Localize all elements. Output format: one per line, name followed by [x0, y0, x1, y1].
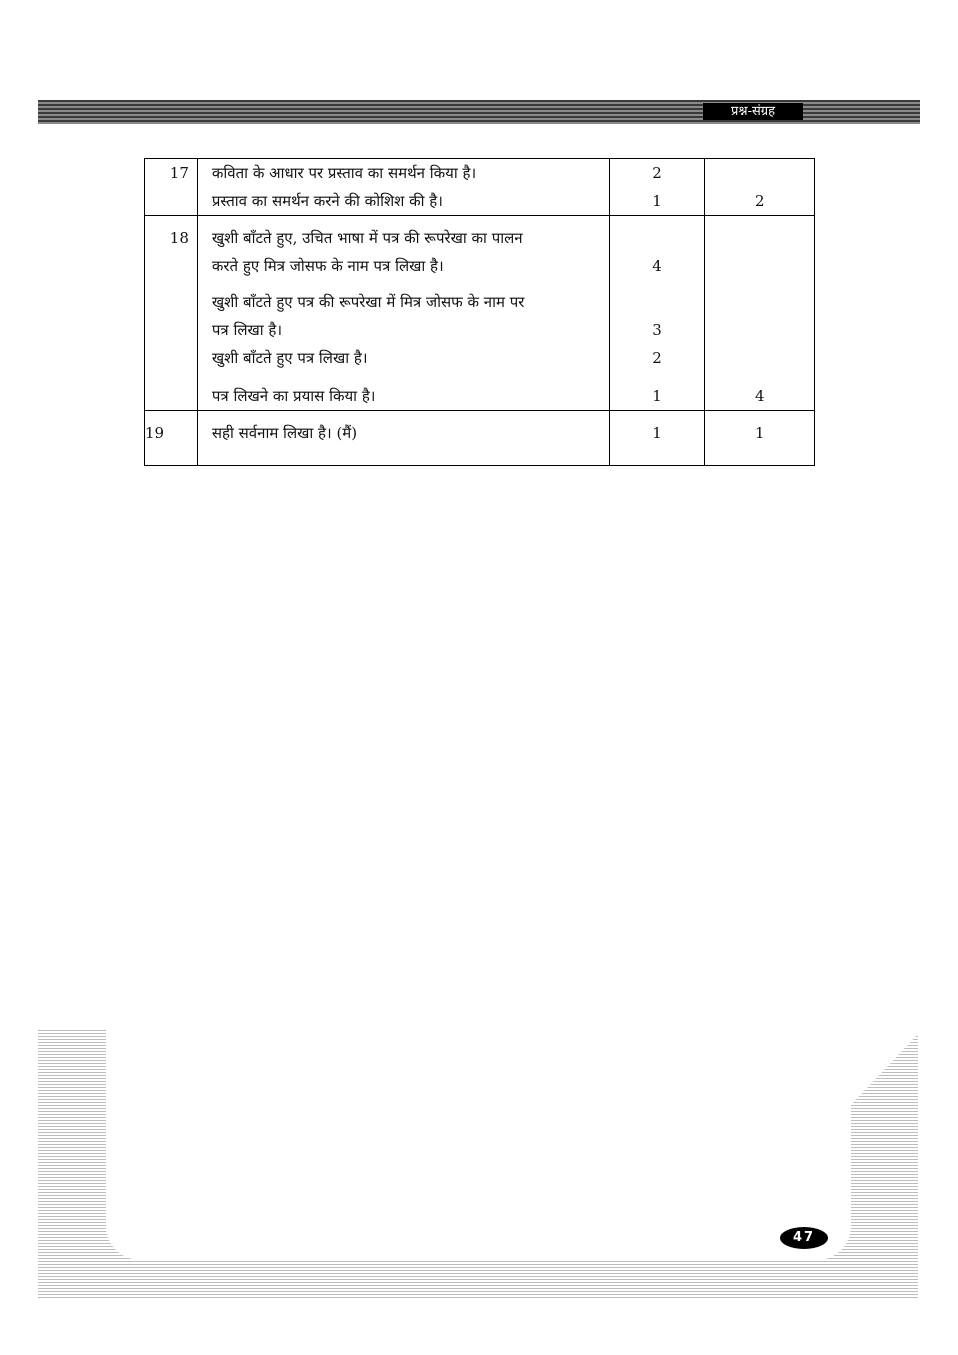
header-title: प्रश्न-संग्रह	[703, 103, 803, 120]
criteria-line: कविता के आधार पर प्रस्ताव का समर्थन किया है।	[211, 164, 477, 182]
criteria-line: सही सर्वनाम लिखा है। (मैं)	[211, 424, 358, 442]
marking-scheme-table	[144, 158, 815, 466]
table-row	[145, 216, 815, 411]
criteria-line: खुशी बाँटते हुए, उचित भाषा में पत्र की रूपरेखा का पालन	[211, 229, 523, 247]
total-cell	[705, 411, 815, 466]
table-row	[145, 411, 815, 466]
total-cell	[705, 216, 815, 411]
mark-value: 4	[652, 257, 662, 275]
question-number: 17	[145, 159, 198, 216]
total-value: 2	[754, 192, 765, 210]
total-cell	[705, 159, 815, 216]
criteria-line: करते हुए मित्र जोसफ के नाम पत्र लिखा है।	[211, 257, 444, 275]
mark-value: 1	[652, 424, 662, 442]
page-number: 47	[780, 1227, 828, 1249]
criteria-line: प्रस्ताव का समर्थन करने की कोशिश की है।	[211, 192, 443, 210]
total-value: 1	[754, 424, 765, 442]
criteria-line: खुशी बाँटते हुए पत्र की रूपरेखा में मित्र जोसफ के नाम पर	[211, 293, 525, 311]
criteria-cell	[197, 411, 609, 466]
question-number: 19	[145, 411, 198, 466]
mark-value: 1	[652, 192, 662, 210]
table-row	[145, 159, 815, 216]
criteria-line: पत्र लिखा है।	[211, 321, 283, 339]
criteria-cell	[197, 216, 609, 411]
question-number: 18	[145, 216, 198, 411]
marks-cell	[609, 216, 705, 411]
marks-cell	[609, 411, 705, 466]
criteria-line: पत्र लिखने का प्रयास किया है।	[211, 387, 376, 405]
criteria-line: खुशी बाँटते हुए पत्र लिखा है।	[211, 349, 368, 367]
mark-value: 2	[652, 164, 662, 182]
footer-panel	[106, 1020, 851, 1260]
mark-value: 1	[652, 387, 662, 405]
total-value: 4	[754, 387, 765, 405]
mark-value: 3	[652, 321, 662, 339]
criteria-cell	[197, 159, 609, 216]
mark-value: 2	[652, 349, 662, 367]
marks-cell	[609, 159, 705, 216]
